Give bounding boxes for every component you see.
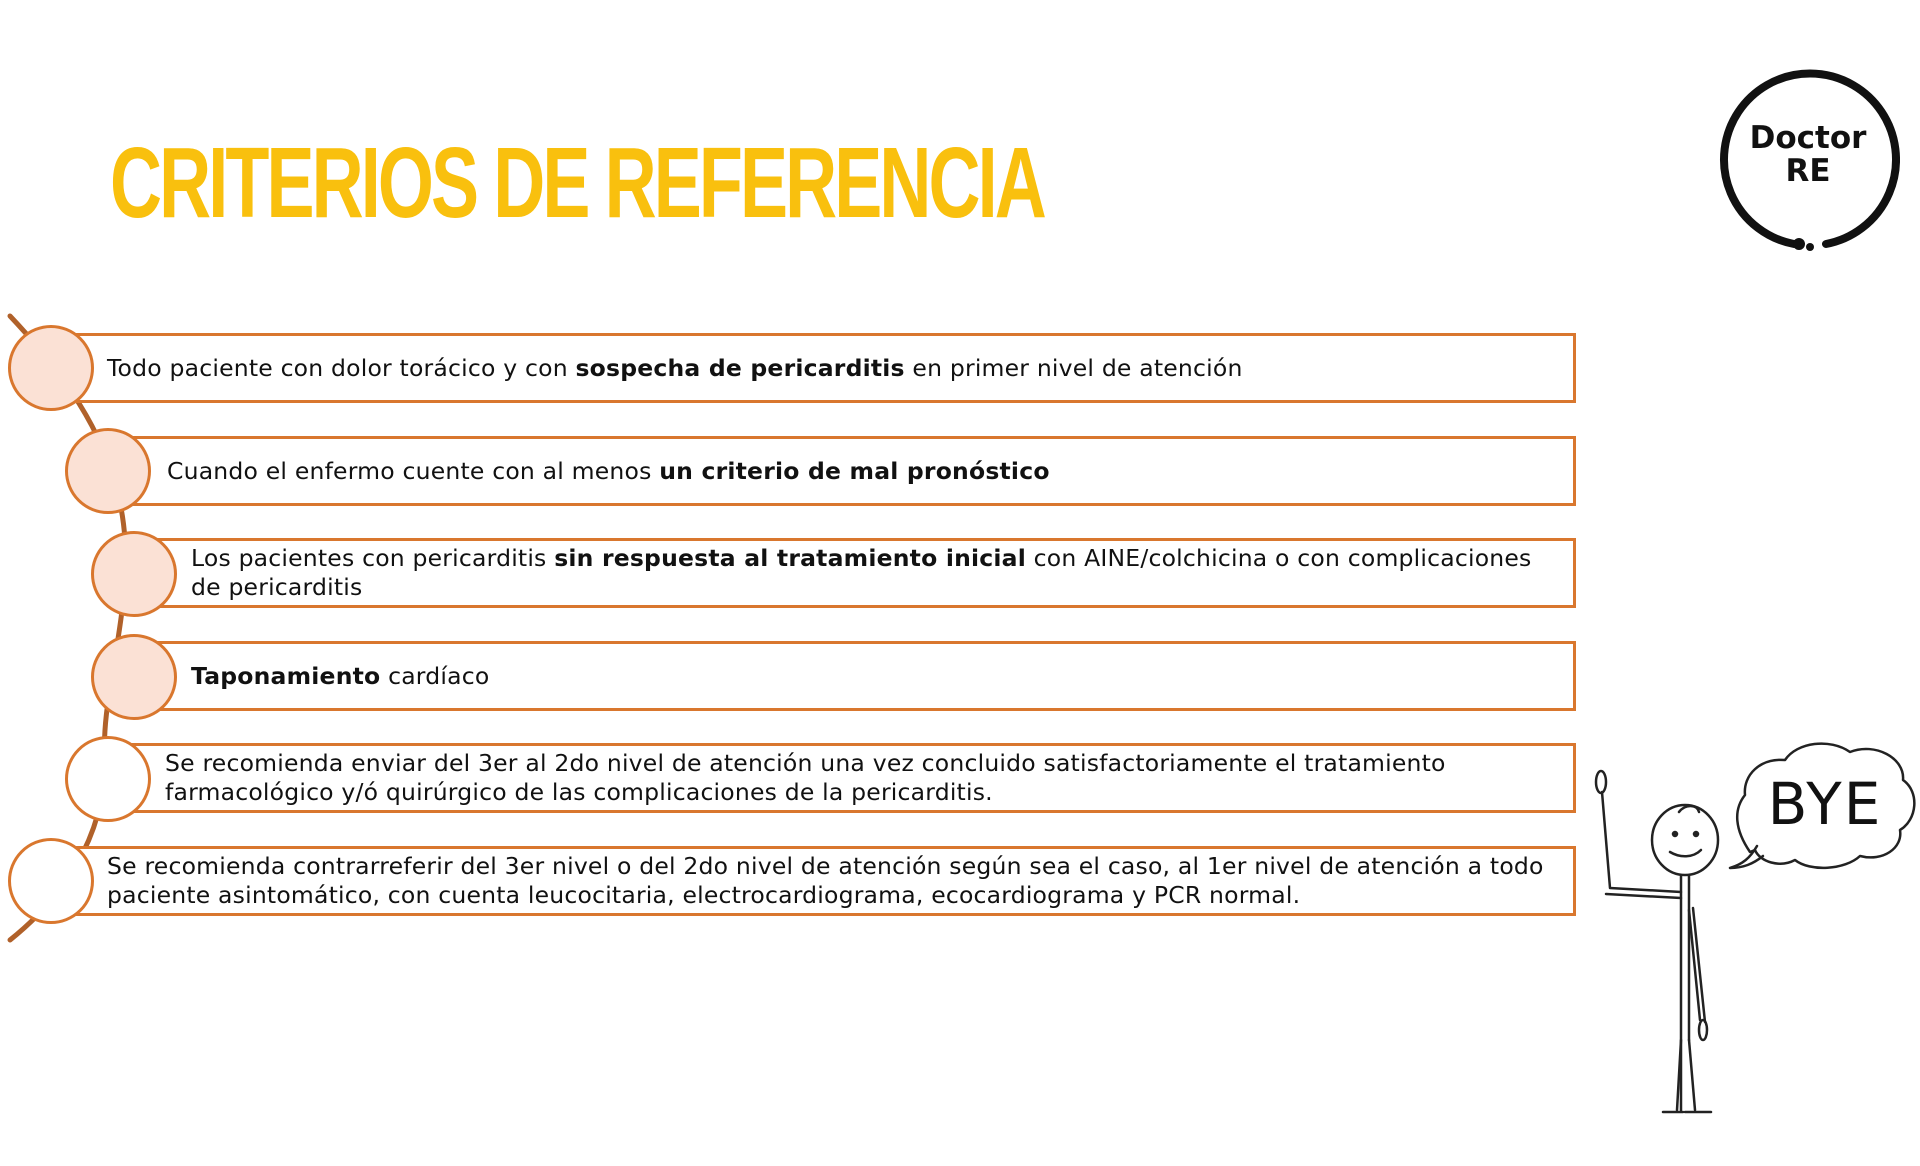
logo-line-1: Doctor: [1749, 120, 1867, 156]
criteria-text-4: [191, 644, 1549, 708]
timeline-circle-2: [65, 428, 151, 514]
criteria-text-1-pre: Todo paciente con dolor torácico y con: [107, 353, 576, 382]
page-title: CRITERIOS DE REFERENCIA: [110, 127, 1044, 239]
criteria-text-1-post: en primer nivel de atención: [904, 353, 1243, 382]
criteria-row-3: [140, 538, 1576, 608]
criteria-text-3-pre: Los pacientes con pericarditis: [191, 544, 555, 572]
timeline-circle-5: [65, 736, 151, 822]
criteria-text-3: [191, 541, 1561, 605]
timeline-circle-1: [8, 325, 94, 411]
logo-line-2: RE: [1785, 153, 1831, 189]
timeline-circle-4: [91, 634, 177, 720]
timeline-circle-3: [91, 531, 177, 617]
speech-bubble-text: BYE: [1767, 770, 1883, 838]
timeline-circle-6: [8, 838, 94, 924]
criteria-text-5: [165, 746, 1549, 810]
criteria-text-3-bold: sin respuesta al tratamiento inicial: [554, 544, 1026, 572]
criteria-text-1: [107, 336, 1549, 400]
criteria-text-2: [167, 439, 1549, 503]
criteria-row-4: [140, 641, 1576, 711]
criteria-text-2-bold: un criterio de mal pronóstico: [659, 456, 1050, 485]
criteria-text-4-post: cardíaco: [380, 661, 490, 690]
criteria-row-2: [115, 436, 1576, 506]
criteria-text-2-pre: Cuando el enfermo cuente con al menos: [167, 456, 660, 485]
criteria-row-1: [70, 333, 1576, 403]
criteria-text-5-pre: Se recomienda enviar del 3er al 2do nivel de atención una vez concluido satisfactoriamente el tratamiento farmacológico y/ó quirúrgico de las complicaciones de la pericarditis.: [165, 749, 1446, 806]
criteria-text-3-post: con AINE/colchicina o con complicaciones de pericarditis: [191, 544, 1532, 601]
logo-text: [1716, 122, 1900, 188]
criteria-text-1-bold: sospecha de pericarditis: [575, 353, 905, 382]
criteria-row-5: [115, 743, 1576, 813]
criteria-text-6-pre: Se recomienda contrarreferir del 3er nivel o del 2do nivel de atención según sea el caso, al 1er nivel de atención a todo paciente asintomático, con cuenta leucocitaria, electrocardiograma, ecocardiograma y PCR normal.: [107, 852, 1544, 909]
criteria-text-6: [107, 849, 1561, 913]
criteria-row-6: [70, 846, 1576, 916]
criteria-text-4-bold: Taponamiento: [191, 661, 381, 690]
